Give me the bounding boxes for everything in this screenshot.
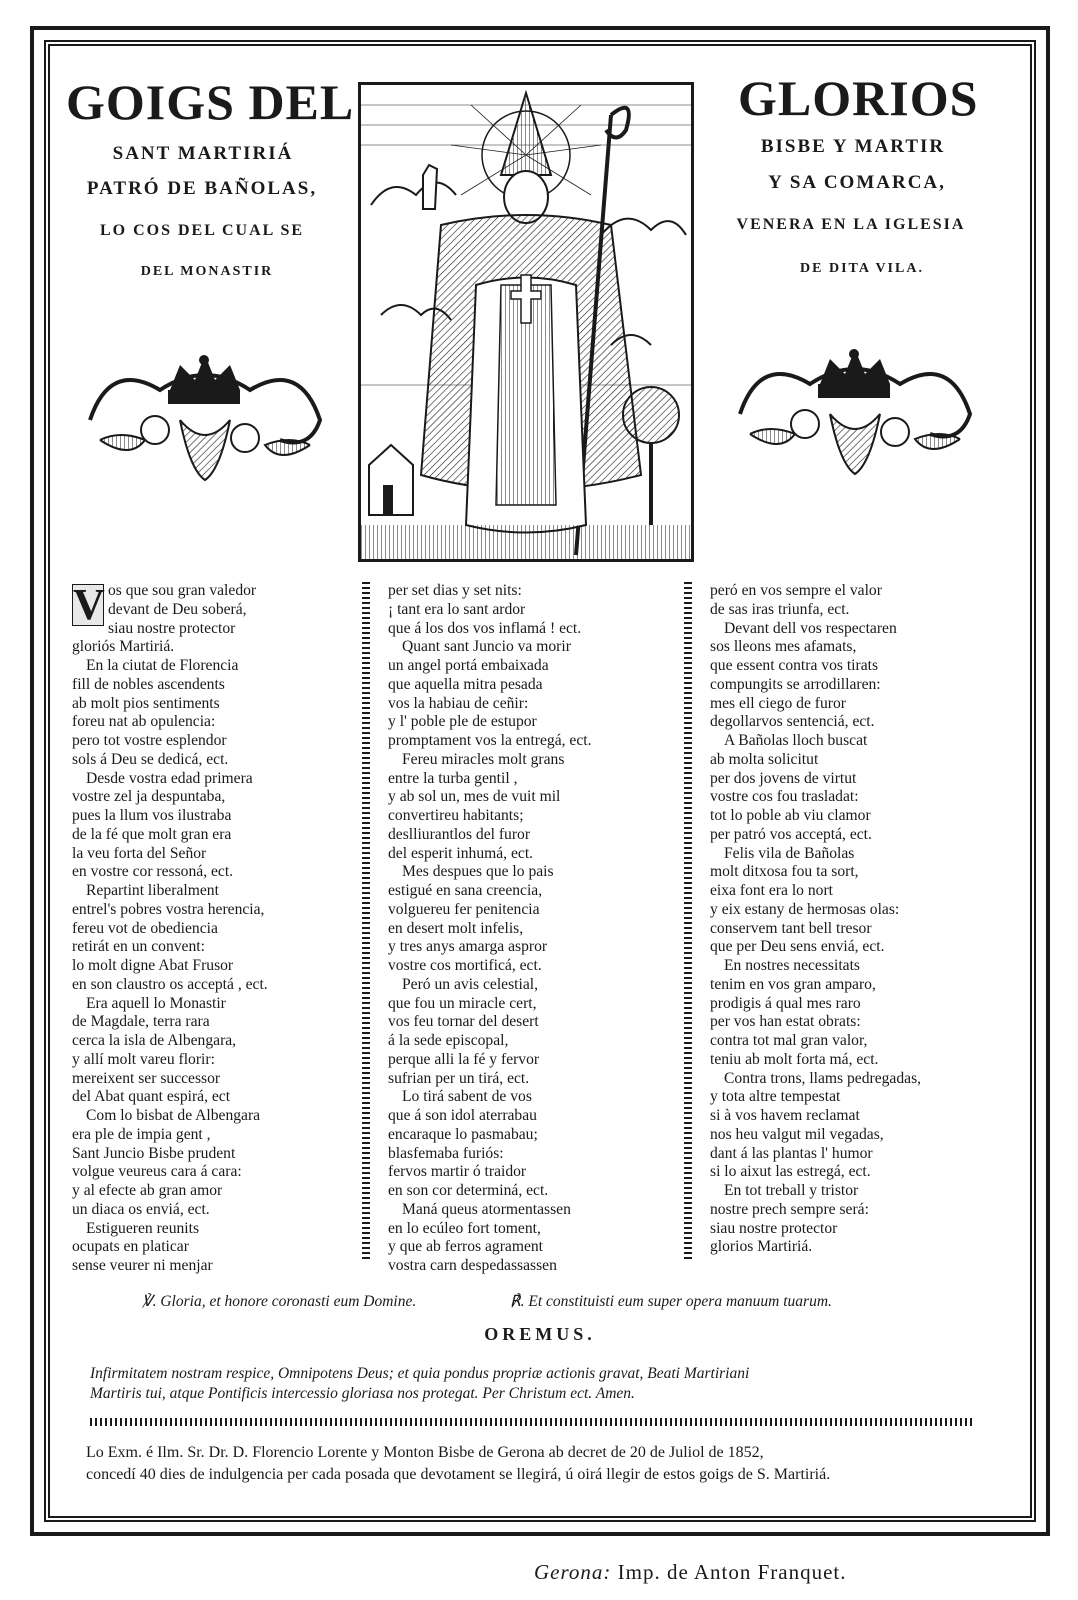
verse-line: vostre cos mortificá, ect. [388,957,542,974]
verse-line: Desde vostra edad primera [86,769,253,787]
header-right-line-4: DE DITA VILA. [800,261,924,276]
verse-line: Devant dell vos respectaren [724,619,897,637]
verse-line: blasfemaba furiós: [388,1144,504,1162]
goigs-sheet [62,68,1018,1518]
header-left-line-1: SANT MARTIRIÁ [112,143,294,164]
verse-line: y tres anys amarga aspror [388,938,548,956]
verse-line: la veu forta del Señor [72,844,207,862]
verse-line: en vostre cor ressoná, ect. [72,863,234,881]
verse-line: á la sede episcopal, [388,1032,509,1049]
header-left-line-4: DEL MONASTIR [140,264,274,279]
verse-line: per dos jovens de virtut [710,769,857,787]
verse-line: mes ell ciego de furor [710,694,846,712]
verse-line: sols á Deu se dedicá, ect. [72,750,229,768]
verse-line: en lo ecúleo fort toment, [388,1219,541,1237]
verse-line: eixa font era lo nort [710,882,833,899]
title-left: GOIGS DEL [66,74,355,130]
decree-line-1: Lo Exm. é Ilm. Sr. Dr. D. Florencio Lorente y Monton Bisbe de Gerona ab decret de 20 de Juliol de 1852, [86,1444,764,1461]
verse-line: que per Deu sens enviá, ect. [710,938,885,956]
column-separator-1 [362,582,370,1262]
verse-line: prodigis á qual mes raro [710,994,861,1012]
verse-line: Contra trons, llams pedregadas, [724,1069,922,1087]
verse-line: compungits se arrodillaren: [710,675,881,693]
verse-line: que aquella mitra pesada [388,675,543,693]
header-left-line-2: PATRÓ DE BAÑOLAS, [86,178,318,199]
verse-line: en desert molt infelis, [388,919,524,937]
verse-line: Sant Juncio Bisbe prudent [72,1144,236,1162]
verse-line: promptament vos la entregá, ect. [388,732,592,749]
verse-line: volguereu fer penitencia [388,900,540,918]
verse-line: sufrian per un tirá, ect. [388,1069,530,1087]
verse-line: y ab sol un, mes de vuit mil [388,788,561,806]
verse-line: y l' poble ple de estupor [388,713,537,731]
verse-line: del Abat quant espirá, ect [72,1088,231,1106]
verse-line: convertireu habitants; [388,807,524,824]
verse-column-1 [72,582,356,1276]
verse-line: per set dias y set nits: [388,582,522,599]
verse-line: ab molt pios sentiments [72,694,220,712]
verse-line: En tot treball y tristor [724,1182,859,1199]
verse-line: entre la turba gentil , [388,769,518,787]
header-right-line-1: BISBE Y MARTIR [760,136,946,157]
indulgence-decree [86,1442,986,1486]
verse-line: si à vos havem reclamat [710,1107,860,1124]
verse-line: ab molta solicitut [710,750,819,768]
verse-line: vos feu tornar del desert [388,1013,539,1031]
verse-line: de Magdale, terra rara [72,1013,210,1031]
header-right-line-2: Y SA COMARCA, [768,172,946,193]
verse-line: un diaca os enviá, ect. [72,1200,210,1218]
verse-line: retirát en un convent: [72,938,205,956]
verse-line: per patró vos acceptá, ect. [710,825,872,843]
verse-line: deslliurantlos del furor [388,825,531,843]
verse-line: vostra carn despedassassen [388,1257,557,1274]
verse-line: conservem tant bell tresor [710,919,872,937]
verse-line: Mes despues que lo pais [402,863,554,881]
verse-line: per vos han estat obrats: [710,1013,861,1031]
verse-line: molt ditxosa fou ta sort, [710,863,859,881]
verse-line: Maná queus atormentassen [402,1200,571,1218]
dropcap-letter: V [73,580,105,629]
verse-line: era ple de impia gent , [72,1125,211,1143]
oremus-line-2: Martiris tui, atque Pontificis intercessio gloriasa nos protegat. Per Christum ect. Amen. [90,1385,635,1402]
header-left-line-3: LO COS DEL CUAL SE [99,222,305,239]
verse-line: En la ciutat de Florencia [86,657,239,674]
verse-line: dant á las plantas l' humor [710,1144,873,1162]
verse-line: nos heu valgut mil vegadas, [710,1125,884,1143]
verse-line: que fou un miracle cert, [388,994,537,1012]
verse-line: pues la llum vos ilustraba [72,807,232,824]
verse-line: glorios Martiriá. [710,1238,813,1256]
verse-line: vos la habiau de ceñir: [388,694,529,712]
verse-line: ¡ tant era lo sant ardor [388,600,526,618]
verse-line: sos lleons mes afamats, [710,638,857,656]
verse-line: sense veurer ni menjar [72,1257,213,1274]
zigzag-rule [90,1418,972,1426]
verse-line: siau nostre protector [710,1219,838,1237]
verse-line: un angel portá embaixada [388,657,549,674]
verse-line: A Bañolas lloch buscat [724,732,868,749]
verse-line: fereu vot de obediencia [72,919,218,937]
verse-line: ocupats en platicar [72,1238,189,1256]
imprint-printer: Imp. de Anton Franquet. [617,1560,847,1584]
oremus-title: OREMUS. [484,1324,596,1344]
verse-line: Repartint liberalment [86,882,219,899]
verse-line: perque alli la fé y fervor [388,1050,540,1068]
verse-line: Fereu miracles molt grans [402,750,565,768]
verse-column-3 [710,582,994,1257]
verse-line: fervos martir ó traidor [388,1163,527,1181]
verse-line: y tota altre tempestat [710,1088,841,1106]
verse-line: mereixent ser successor [72,1069,221,1087]
verse-line: pero tot vostre esplendor [72,732,227,749]
verse-line: y que ab ferros agrament [388,1238,544,1256]
verse-line: fill de nobles ascendents [72,675,225,693]
crown-cherubs-emblem-left [80,350,330,505]
verse-line: del esperit inhumá, ect. [388,844,534,862]
verse-line: Com lo bisbat de Albengara [86,1107,261,1124]
verse-line: Estigueren reunits [86,1219,200,1237]
verse-line: siau nostre protector [108,619,236,637]
oremus-line-1: Infirmitatem nostram respice, Omnipotens Deus; et quia pondus propriæ actionis gravat, Beati Martiriani [90,1365,750,1382]
verse-line: contra tot mal gran valor, [710,1032,868,1049]
decree-line-2: concedí 40 dies de indulgencia per cada posada que devotament se llegirá, ú oirá llegir de estos goigs de S. Martiriá. [86,1466,831,1483]
verse-line: os que sou gran valedor [108,582,257,599]
verse-line: tot lo poble ab viu clamor [710,807,871,824]
verse-line: peró en vos sempre el valor [710,582,882,599]
verse-line: y eix estany de hermosas olas: [710,900,900,918]
verse-line: entrel's pobres vostra herencia, [72,900,265,918]
verse-line: cerca la isla de Albengara, [72,1032,237,1049]
verse-line: que essent contra vos tirats [710,657,879,674]
verse-line: vostre zel ja despuntaba, [72,788,226,806]
verse-line: si lo aixut las estregá, ect. [710,1163,871,1181]
verse-line: vostre cos fou trasladat: [710,788,859,806]
verse-line: teniu ab molt forta má, ect. [710,1050,879,1068]
bishop-saint-illustration [361,85,691,559]
column-separator-2 [684,582,692,1262]
verse-line: degollarvos sentenciá, ect. [710,713,875,731]
verse-column-2 [388,582,672,1276]
printer-imprint [534,1560,847,1585]
title-right: GLORIOS [738,70,979,126]
verse-line: estigué en sana creencia, [388,882,543,899]
verse-line: Lo tirá sabent de vos [402,1088,532,1106]
response: ℟. Et constituisti eum super opera manuum tuarum. [510,1293,832,1310]
header-right-line-3: VENERA EN LA IGLESIA [736,216,966,233]
verse-line: que á son idol aterrabau [388,1107,537,1124]
imprint-place: Gerona: [534,1560,612,1584]
verse-line: Quant sant Juncio va morir [402,638,571,656]
verse-line: encaraque lo pasmabau; [388,1125,538,1143]
oremus-prayer [90,1364,980,1404]
verse-line: en son cor determiná, ect. [388,1182,549,1199]
verse-line: y allí molt vareu florir: [72,1050,215,1068]
crown-cherubs-emblem-right [730,344,980,499]
verse-line: Peró un avis celestial, [402,975,538,993]
verse-line: devant de Deu soberá, [108,600,247,618]
verse-line: foreu nat ab opulencia: [72,713,216,731]
verse-line: gloriós Martiriá. [72,638,175,656]
verse-line: nostre prech sempre será: [710,1200,869,1218]
verse-line: que á los dos vos inflamá ! ect. [388,619,582,637]
verse-line: Felis vila de Bañolas [724,844,855,862]
verse-line: de la fé que molt gran era [72,825,232,843]
verse-line: en son claustro os acceptá , ect. [72,975,268,993]
verse-line: tenim en vos gran amparo, [710,975,876,993]
verse-line: volgue veureus cara á cara: [72,1163,242,1181]
verse-line: En nostres necessitats [724,957,860,974]
verse-line: Era aquell lo Monastir [86,994,226,1012]
verse-line: de sas iras triunfa, ect. [710,600,850,618]
bishop-saint-woodcut [358,82,694,562]
verse-line: lo molt digne Abat Frusor [72,957,234,974]
verse-line: y al efecte ab gran amor [72,1182,223,1199]
versicle: ℣. Gloria, et honore coronasti eum Domine. [142,1293,417,1310]
